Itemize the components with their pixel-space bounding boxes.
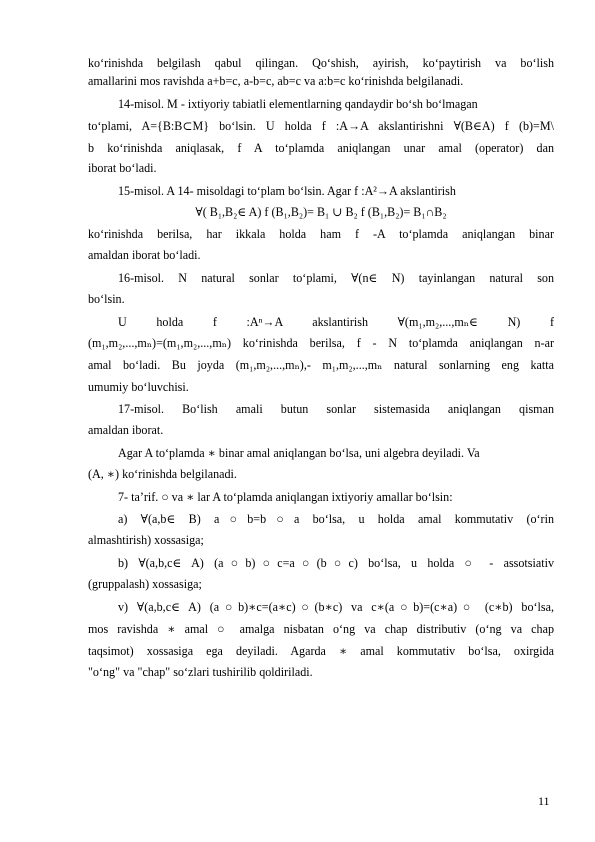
formula-line: ∀( B₁,B₂∈ A) f (B₁,B₂)= B₁ ∪ B₂ f (B₁,B₂)= B₁∩B₂ <box>195 205 447 219</box>
text-line: amallarini mos ravishda a+b=c, a-b=c, ab=c va a:b=c ko‘rinishda belgilanadi. <box>88 74 464 88</box>
text-line: amaldan iborat. <box>88 423 164 437</box>
text-line: (gruppalash) xossasiga; <box>88 577 202 591</box>
definition-7-line: 7- ta’rif. ○ va ∗ lar A to‘plamda aniqlangan ixtiyoriy amallar bo‘lsin: <box>118 490 453 504</box>
text-line: iborat bo‘ladi. <box>88 161 157 175</box>
text-line: to‘plami, A={B:B⊂M} bo‘lsin. U holda f :A→A akslantirishni ∀(B∈A) f (b)=M\ <box>88 119 554 133</box>
text-line: taqsimot) xossasiga ega deyiladi. Agarda ∗ amal kommutativ bo‘lsa, oxirgida <box>88 644 554 658</box>
page-number: 11 <box>538 794 550 808</box>
text-line: v) ∀(a,b,c∈ A) (a○b)∗c=(a∗c)○(b∗c) va c∗(a○b)=(c∗a)○ (c∗b) bo‘lsa, <box>118 600 554 614</box>
text-line: umumiy bo‘luvchisi. <box>88 380 189 394</box>
text-line: U holda f :Aⁿ→A akslantirish ∀(m₁,m₂,...,mₙ∈ N) f <box>118 315 554 329</box>
example-16-heading-line: 16-misol. N natural sonlar to‘plami, ∀(n∈ N) tayinlangan natural son <box>118 271 554 285</box>
text-line: Agar A to‘plamda ∗ binar amal aniqlangan bo‘lsa, uni algebra deyiladi. Va <box>118 446 480 460</box>
text-line: (A, ∗) ko‘rinishda belgilanadi. <box>88 467 237 481</box>
text-line: "o‘ng" va "chap" so‘zlari tushirilib qoldiriladi. <box>88 665 313 679</box>
example-17-heading-line: 17-misol. Bo‘lish amali butun sonlar sistemasida aniqlangan qisman <box>118 402 554 416</box>
text-line: a) ∀(a,b∈ B) a○b=b○a bo‘lsa, u holda amal kommutativ (o‘rin <box>118 512 554 526</box>
text-line: (m₁,m₂,...,mₙ)=(m₁,m₂,...,mₙ) ko‘rinishda berilsa, f - N to‘plamda aniqlangan n-ar <box>88 336 554 350</box>
text-line: almashtirish) xossasiga; <box>88 533 204 547</box>
text-line: amaldan iborat bo‘ladi. <box>88 248 201 262</box>
example-15-heading-line: 15-misol. A 14- misoldagi to‘plam bo‘lsin. Agar f :A²→A akslantirish <box>118 184 456 198</box>
text-line: b ko‘rinishda aniqlasak, f A to‘plamda aniqlangan unar amal (operator) dan <box>88 141 554 155</box>
text-line: bo‘lsin. <box>88 292 125 306</box>
example-14-heading-line: 14-misol. M - ixtiyoriy tabiatli elementlarning qandaydir bo‘sh bo‘lmagan <box>118 97 478 111</box>
text-line: b) ∀(a,b,c∈ A) (a○b)○c=a○(b○c) bo‘lsa, u holda ○ - assotsiativ <box>118 556 554 570</box>
text-line: amal bo‘ladi. Bu joyda (m₁,m₂,...,mₙ),- m₁,m₂,...,mₙ natural sonlarning eng katta <box>88 358 554 372</box>
text-line: ko‘rinishda berilsa, har ikkala holda ham f -A to‘plamda aniqlangan binar <box>88 227 554 241</box>
text-line: ko‘rinishda belgilash qabul qilingan. Qo‘shish, ayirish, ko‘paytirish va bo‘lish <box>88 56 554 70</box>
text-line: mos ravishda ∗ amal ○ amalga nisbatan o‘ng va chap distributiv (o‘ng va chap <box>88 622 554 636</box>
